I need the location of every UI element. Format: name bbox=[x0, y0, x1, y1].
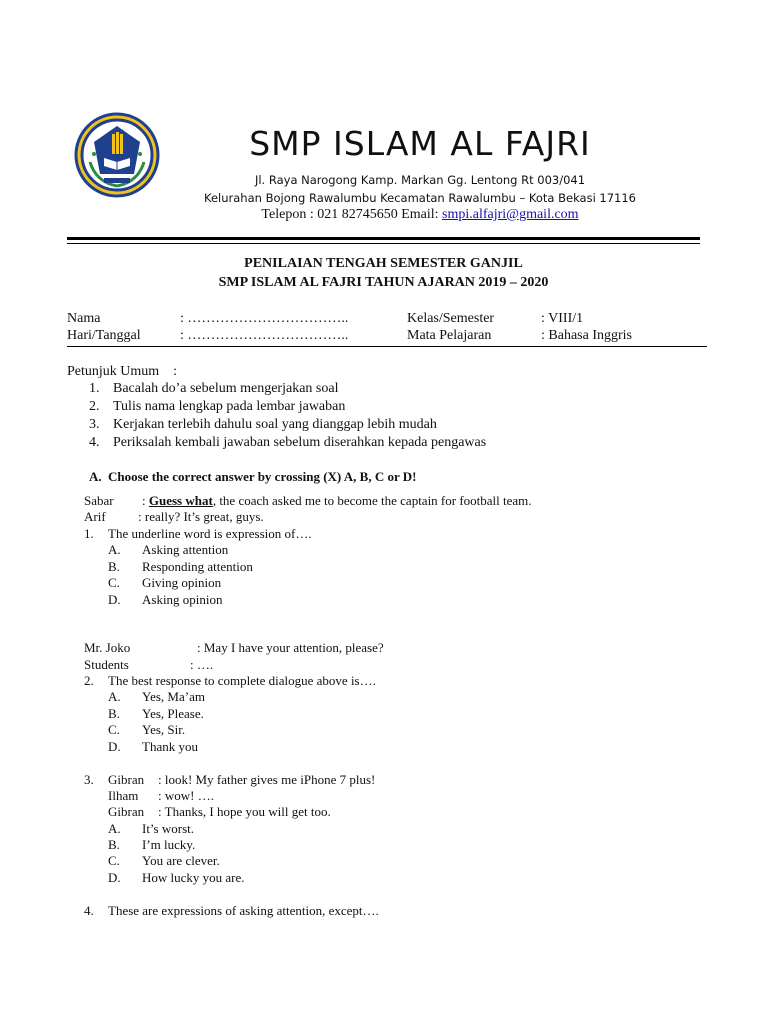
instruction-number: 4. bbox=[89, 435, 100, 450]
kelas-label: Kelas/Semester bbox=[407, 311, 495, 326]
kelas-value: : VIII/1 bbox=[541, 311, 584, 326]
fields-rule bbox=[67, 346, 707, 347]
q1-line-1-rest: , the coach asked me to become the captain for football team. bbox=[212, 493, 532, 508]
q2-speaker-1: Mr. Joko bbox=[84, 640, 131, 655]
q3-option-text: How lucky you are. bbox=[142, 870, 245, 885]
contact-line bbox=[170, 206, 670, 224]
q1-line-1 bbox=[142, 493, 532, 509]
address-line-2: Kelurahan Bojong Rawalumbu Kecamatan Rawalumbu – Kota Bekasi 17116 bbox=[204, 191, 636, 205]
q3-option-letter: A. bbox=[108, 821, 121, 836]
q1-line-2: : really? It’s great, guys. bbox=[138, 509, 264, 524]
section-letter: A. bbox=[89, 469, 102, 484]
q3-speaker-3: Gibran bbox=[108, 804, 145, 819]
q2-question: The best response to complete dialogue above is…. bbox=[108, 673, 376, 688]
exam-title-2: SMP ISLAM AL FAJRI TAHUN AJARAN 2019 – 2020 bbox=[218, 275, 549, 290]
q1-colon: : bbox=[142, 493, 146, 508]
q2-line-1: : May I have your attention, please? bbox=[197, 640, 384, 655]
q2-option-text: Yes, Please. bbox=[142, 706, 204, 721]
q3-speaker-2: Ilham bbox=[108, 788, 139, 803]
q2-speaker-2: Students bbox=[84, 657, 129, 672]
q3-option-text: It’s worst. bbox=[142, 821, 194, 836]
q1-option-letter: B. bbox=[108, 559, 120, 574]
q2-option-letter: A. bbox=[108, 689, 121, 704]
q2-option-text: Yes, Sir. bbox=[142, 722, 186, 737]
instruction-item: Periksalah kembali jawaban sebelum diserahkan kepada pengawas bbox=[113, 435, 487, 450]
q1-option-text: Asking attention bbox=[142, 542, 229, 557]
q1-option-letter: C. bbox=[108, 575, 120, 590]
exam-title-1: PENILAIAN TENGAH SEMESTER GANJIL bbox=[244, 256, 523, 271]
nama-field[interactable]: : …………………………….. bbox=[180, 311, 349, 326]
header-rule-thick bbox=[67, 237, 700, 240]
q3-option-text: You are clever. bbox=[142, 853, 220, 868]
q3-option-letter: B. bbox=[108, 837, 120, 852]
mapel-label: Mata Pelajaran bbox=[407, 328, 492, 343]
q4-number: 4. bbox=[84, 903, 94, 918]
instruction-number: 1. bbox=[89, 381, 100, 396]
q3-line-3: : Thanks, I hope you will get too. bbox=[158, 804, 331, 819]
header-rule-thin bbox=[67, 243, 700, 244]
q1-underlined-expression: Guess what bbox=[148, 493, 213, 508]
instruction-item: Tulis nama lengkap pada lembar jawaban bbox=[113, 399, 346, 414]
nama-label: Nama bbox=[67, 311, 101, 326]
q2-option-text: Yes, Ma’am bbox=[142, 689, 205, 704]
q1-number: 1. bbox=[84, 526, 94, 541]
q3-speaker-1: Gibran bbox=[108, 772, 145, 787]
q2-option-letter: C. bbox=[108, 722, 120, 737]
instruction-item: Bacalah do’a sebelum mengerjakan soal bbox=[113, 381, 339, 396]
q3-line-2: : wow! …. bbox=[158, 788, 214, 803]
section-title: Choose the correct answer by crossing (X) A, B, C or D! bbox=[108, 469, 417, 484]
q1-option-letter: A. bbox=[108, 542, 121, 557]
q4-question: These are expressions of asking attention, except…. bbox=[108, 903, 379, 918]
q3-option-letter: C. bbox=[108, 853, 120, 868]
q2-option-letter: B. bbox=[108, 706, 120, 721]
q1-option-text: Asking opinion bbox=[142, 592, 223, 607]
school-logo bbox=[74, 112, 160, 198]
q2-option-letter: D. bbox=[108, 739, 121, 754]
instruction-number: 3. bbox=[89, 417, 100, 432]
hari-field[interactable]: : …………………………….. bbox=[180, 328, 349, 343]
q3-option-text: I’m lucky. bbox=[142, 837, 196, 852]
q1-speaker-1: Sabar bbox=[84, 493, 114, 508]
q2-option-text: Thank you bbox=[142, 739, 198, 754]
q2-number: 2. bbox=[84, 673, 94, 688]
q3-number: 3. bbox=[84, 772, 94, 787]
instructions-heading: Petunjuk Umum : bbox=[67, 364, 178, 379]
address-line-1: Jl. Raya Narogong Kamp. Markan Gg. Lentong Rt 003/041 bbox=[254, 173, 586, 187]
q1-speaker-2: Arif bbox=[84, 509, 106, 524]
q1-option-text: Giving opinion bbox=[142, 575, 222, 590]
q1-question: The underline word is expression of…. bbox=[108, 526, 312, 541]
email-link[interactable]: smpi.alfajri@gmail.com bbox=[442, 207, 579, 222]
instruction-item: Kerjakan terlebih dahulu soal yang dianggap lebih mudah bbox=[113, 417, 437, 432]
mapel-value: : Bahasa Inggris bbox=[541, 328, 632, 343]
q1-option-letter: D. bbox=[108, 592, 121, 607]
hari-label: Hari/Tanggal bbox=[67, 328, 141, 343]
q2-line-2: : …. bbox=[190, 657, 214, 672]
phone-text: Telepon : 021 82745650 Email: bbox=[261, 207, 443, 222]
school-name: SMP ISLAM AL FAJRI bbox=[249, 124, 591, 163]
q3-line-1: : look! My father gives me iPhone 7 plus! bbox=[158, 772, 376, 787]
q3-option-letter: D. bbox=[108, 870, 121, 885]
q1-option-text: Responding attention bbox=[142, 559, 253, 574]
instruction-number: 2. bbox=[89, 399, 100, 414]
